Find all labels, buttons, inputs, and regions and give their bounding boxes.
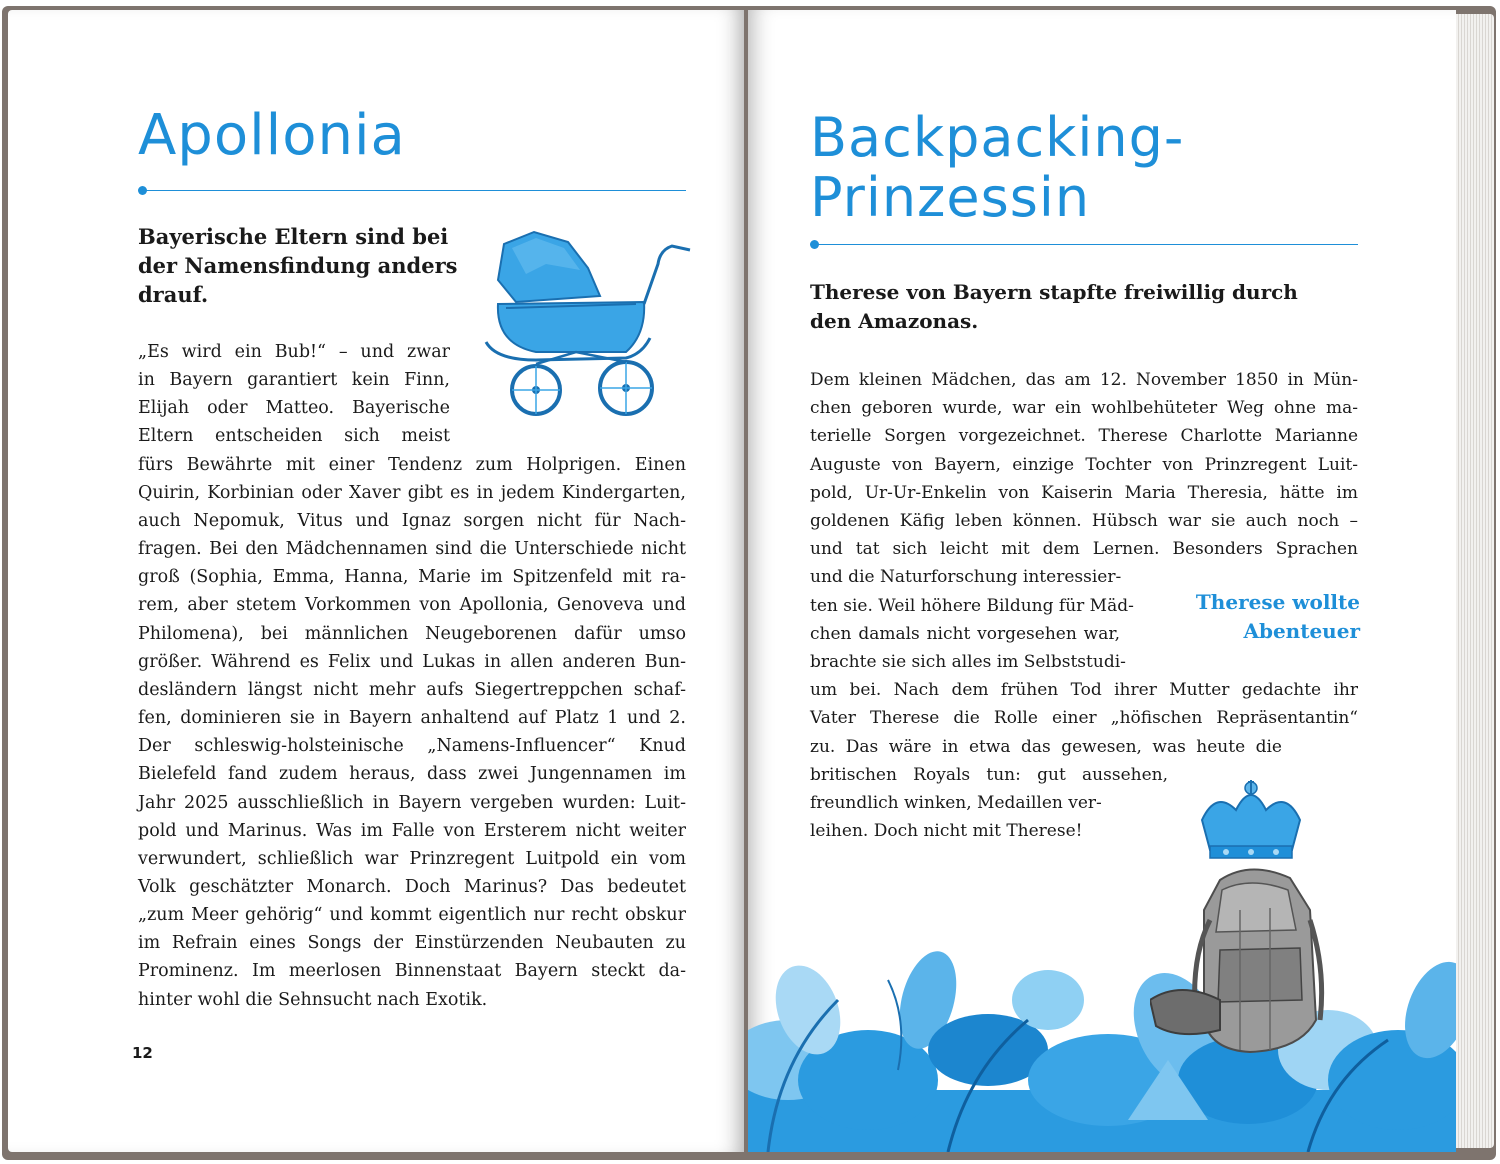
body-line: auch Nepomuk, Vitus und Ignaz sorgen nicht für Nach- <box>138 510 686 531</box>
body-line: Der schleswig-holsteinische „Namens-Influencer“ Knud <box>138 736 686 757</box>
body-line: „Es wird ein Bub!“ – und zwar <box>138 342 450 362</box>
left-page-title: Apollonia <box>138 103 406 168</box>
right-page <box>748 10 1456 1152</box>
body-line: um bei. Nach dem frühen Tod ihrer Mutter gedachte ihr <box>810 680 1358 701</box>
body-line: fragen. Bei den Mädchennamen sind die Unterschiede nicht <box>138 539 686 560</box>
body-line: terielle Sorgen vorgezeichnet. Therese Charlotte Marianne <box>810 426 1358 447</box>
body-line: freundlich winken, Medaillen ver- <box>810 793 1102 814</box>
body-line: groß (Sophia, Emma, Hanna, Marie im Spitzenfeld mit ra- <box>138 567 686 588</box>
body-line: und tat sich leicht mit dem Lernen. Besonders Sprachen <box>810 539 1358 560</box>
body-line: Eltern entscheiden sich meist <box>138 426 450 447</box>
body-line: desländern längst nicht mehr aufs Siegertreppchen schaf- <box>138 679 686 700</box>
body-line: fen, dominieren sie in Bayern anhaltend auf Platz 1 und 2. <box>138 708 686 729</box>
body-line: pold, Ur-Ur-Enkelin von Kaiserin Maria Theresia, hätte im <box>810 482 1358 503</box>
body-line: größer. Während es Felix und Lukas in allen anderen Bun- <box>138 651 686 672</box>
right-lead: Therese von Bayern stapfte freiwillig durch den Amazonas. <box>810 280 1298 333</box>
body-line: brachte sie sich alles im Selbststudi- <box>810 652 1126 673</box>
body-line: Prominenz. Im meerlosen Binnenstaat Bayern steckt da- <box>138 961 686 982</box>
body-line: Philomena), bei männlichen Neugeborenen dafür umso <box>138 623 686 644</box>
right-page-title <box>810 108 1184 228</box>
body-line: pold und Marinus. Was im Falle von Ersterem nicht weiter <box>138 820 686 841</box>
backpack-illustration <box>1150 850 1340 1060</box>
body-line: Bielefeld fand zudem heraus, dass zwei Jungennamen im <box>138 764 686 785</box>
body-line: Auguste von Bayern, einzige Tochter von Prinzregent Luit- <box>810 454 1358 475</box>
body-line: ten sie. Weil höhere Bildung für Mäd- <box>810 595 1134 616</box>
crown-illustration <box>1196 780 1306 864</box>
body-line: Elijah oder Matteo. Bayerische <box>138 398 450 419</box>
left-body-text <box>138 338 686 1014</box>
title-rule <box>814 244 1358 245</box>
body-line: Quirin, Korbinian oder Xaver gibt es in jedem Kindergarten, <box>138 482 686 503</box>
body-line: hinter wohl die Sehnsucht nach Exotik. <box>138 989 488 1010</box>
jungle-leaves-illustration <box>748 940 1456 1152</box>
body-line: verwundert, schließlich war Prinzregent Luitpold ein vom <box>138 848 686 869</box>
body-line: goldenen Käfig leben können. Hübsch war sie auch noch – <box>810 511 1358 532</box>
page-number: 12 <box>132 1044 153 1062</box>
body-line: Jahr 2025 ausschließlich in Bayern vergeben wurden: Luit- <box>138 792 686 813</box>
body-line: im Refrain eines Songs der Einstürzenden Neubauten zu <box>138 933 686 954</box>
right-title-line-1: Backpacking- <box>810 106 1185 169</box>
title-rule <box>142 190 686 191</box>
pull-quote: Therese wollte Abenteuer <box>1195 590 1360 643</box>
left-lead: Bayerische Eltern sind bei der Namensfindung anders drauf. <box>138 224 458 307</box>
body-line: Volk geschätzter Monarch. Doch Marinus? Das bedeutet <box>138 876 686 897</box>
body-line: rem, aber stetem Vorkommen von Apollonia, Genoveva und <box>138 595 686 616</box>
body-line: chen geboren wurde, war ein wohlbehüteter Weg ohne ma- <box>810 398 1358 419</box>
body-line: in Bayern garantiert kein Finn, <box>138 370 450 391</box>
left-page <box>8 10 744 1152</box>
body-line: britischen Royals tun: gut aussehen, <box>810 764 1168 785</box>
page-edges <box>1456 14 1494 1148</box>
body-line: und die Naturforschung interessier- <box>810 567 1122 588</box>
right-title-line-2: Prinzessin <box>810 166 1091 229</box>
body-line: chen damals nicht vorgesehen war, <box>810 623 1120 644</box>
body-line: zu. Das wäre in etwa das gewesen, was heute die <box>810 736 1282 757</box>
body-line: „zum Meer gehörig“ und kommt eigentlich nur recht obskur <box>138 905 686 926</box>
body-line: Vater Therese die Rolle einer „höfischen Repräsentantin“ <box>810 708 1358 729</box>
body-line: Dem kleinen Mädchen, das am 12. November 1850 in Mün- <box>810 370 1358 390</box>
body-line: leihen. Doch nicht mit Therese! <box>810 821 1083 842</box>
body-line: fürs Bewährte mit einer Tendenz zum Holprigen. Einen <box>138 454 686 475</box>
